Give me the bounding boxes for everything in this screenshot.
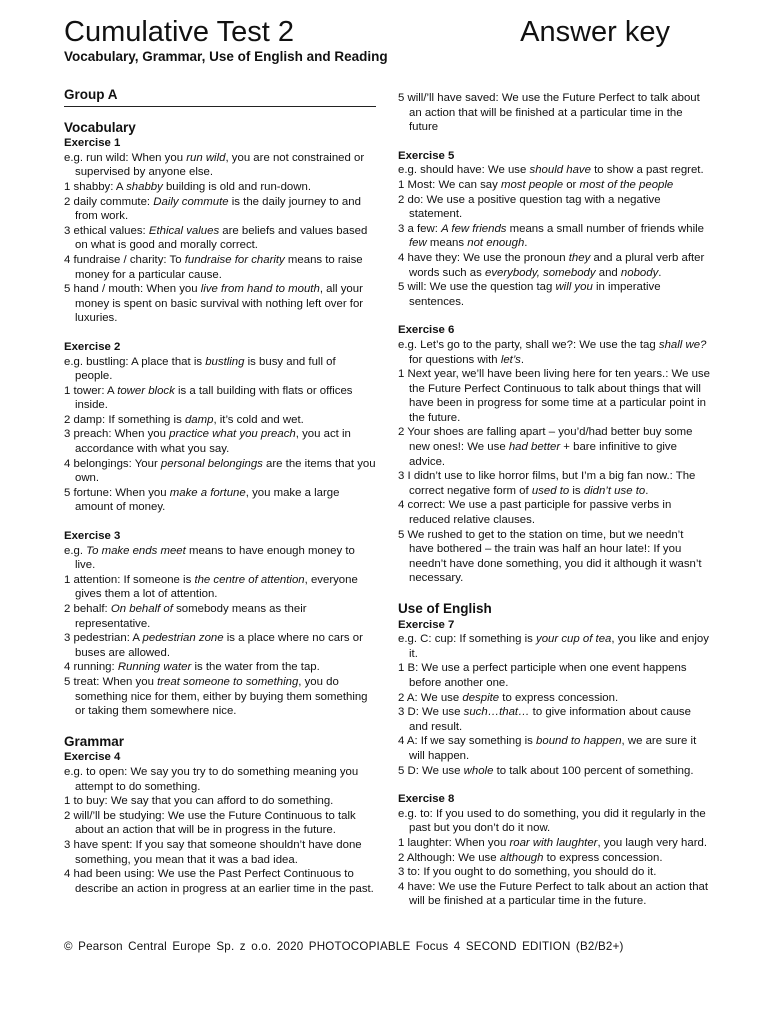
- answer-emphasis: Daily commute: [153, 195, 229, 208]
- answer-emphasis: roar with laughter: [509, 836, 598, 849]
- exercise-2-label: Exercise 2: [64, 340, 121, 353]
- answer-text: , you make a large amount of money.: [75, 486, 340, 514]
- answer-text: .: [658, 266, 662, 279]
- answer-text: or: [563, 178, 580, 191]
- answer-text: 4 correct: We use a past participle for passive verbs in reduced relative clauses.: [398, 499, 672, 527]
- answer-item: [398, 469, 710, 498]
- answer-text: 3 a few:: [398, 222, 442, 235]
- answer-text: 3 have spent: If you say that someone shouldn’t have done something, you mean that it was a bad idea.: [64, 838, 362, 866]
- answer-text: 4 fundraise / charity: To: [64, 253, 185, 266]
- answer-emphasis: nobody: [620, 266, 659, 279]
- answer-text: somebody means as their representative.: [75, 603, 307, 630]
- answer-text: 5 hand / mouth: When you: [64, 283, 201, 296]
- answer-text: 1 tower: A: [64, 384, 118, 397]
- answer-emphasis: most of the people: [579, 178, 674, 191]
- answer-emphasis: used to: [531, 484, 570, 497]
- answer-text: 5 treat: When you: [64, 675, 158, 688]
- answer-emphasis: didn’t use to: [583, 484, 646, 497]
- answer-emphasis: fundraise for charity: [184, 253, 285, 266]
- answer-emphasis: On behalf of: [110, 603, 173, 615]
- answer-item: [398, 193, 710, 222]
- answer-item: [398, 280, 710, 309]
- answer-emphasis: had better: [508, 441, 561, 454]
- exercise-2-list: [64, 355, 376, 516]
- answer-item: [64, 660, 376, 675]
- answer-emphasis: Running water: [117, 661, 192, 674]
- answer-key-label: Answer key: [520, 16, 670, 48]
- answer-item: [64, 282, 376, 326]
- answer-item: [64, 544, 376, 573]
- exercise-3-list: [64, 544, 376, 719]
- answer-text: means a small number of friends while: [506, 222, 705, 235]
- exercise-6-list: [398, 338, 710, 586]
- right-column: [398, 91, 710, 909]
- answer-emphasis: such…that…: [463, 706, 530, 719]
- answer-item: [64, 675, 376, 719]
- answer-emphasis: few: [409, 237, 427, 250]
- answer-text: is a place where no cars or buses are allowed.: [75, 632, 363, 659]
- answer-emphasis: despite: [462, 691, 500, 704]
- answer-text: , everyone gives them a lot of attention.: [75, 573, 358, 601]
- answer-emphasis: whole: [463, 764, 494, 777]
- answer-text: 5 D: We use: [398, 764, 464, 777]
- answer-text: e.g. should have: We use: [398, 164, 530, 177]
- answer-text: 4 have: We use the Future Perfect to talk about an action that will be finished at a particular time in the future.: [398, 880, 709, 908]
- answer-text: is: [569, 484, 584, 497]
- answer-item: [398, 251, 710, 280]
- answer-text: 3 pedestrian: A: [64, 632, 143, 645]
- answer-text: to give information about cause and result.: [409, 706, 691, 733]
- answer-text: 5 will/’ll have saved: We use the Future Perfect to talk about an action that will be finished at a particular time in the future: [398, 92, 700, 134]
- vocabulary-heading: Vocabulary: [64, 119, 136, 135]
- answer-text: e.g. bustling: A place that is: [64, 355, 206, 368]
- answer-text: in imperative sentences.: [409, 281, 661, 308]
- exercise-4-label: Exercise 4: [64, 751, 121, 764]
- answer-text: 1 laughter: When you: [398, 836, 510, 849]
- answer-emphasis: personal belongings: [160, 457, 263, 470]
- answer-text: 2 do: We use a positive question tag with a negative statement.: [398, 193, 661, 221]
- answer-item: [64, 151, 376, 180]
- answer-emphasis: A few friends: [441, 222, 507, 235]
- answer-item: [398, 222, 710, 251]
- answer-item: [64, 384, 376, 413]
- answer-text: , all your money is spent on basic survival with nothing left over for luxuries.: [75, 283, 364, 325]
- answer-item: [64, 838, 376, 867]
- answer-text: 2 daily commute:: [64, 195, 154, 208]
- answer-text: 2 behalf:: [64, 603, 111, 615]
- answer-text: 3 to: If you ought to do something, you should do it.: [398, 866, 657, 879]
- use-of-english-heading: Use of English: [398, 601, 492, 616]
- answer-text: to express concession.: [499, 691, 619, 704]
- answer-emphasis: everybody, somebody: [484, 266, 596, 279]
- answer-text: to talk about 100 percent of something.: [493, 764, 694, 777]
- answer-item: [398, 734, 710, 763]
- answer-text: e.g. to: If you used to do something, you did it regularly in the past but you don’t do it now.: [398, 807, 706, 835]
- answer-emphasis: damp: [184, 413, 214, 426]
- answer-text: , you do something nice for them, either by buying them something or taking them somewhere nice.: [75, 675, 368, 718]
- answer-item: [398, 338, 710, 367]
- answer-item: [64, 867, 376, 896]
- answer-item: [64, 602, 376, 631]
- footer-copyright: © Pearson Central Europe Sp. z o.o. 2020 PHOTOCOPIABLE Focus 4 SECOND EDITION (B2/B2+): [64, 940, 624, 953]
- answer-item: [64, 486, 376, 515]
- answer-text: e.g. C: cup: If something is: [398, 633, 537, 646]
- exercise-5-list: [398, 163, 710, 309]
- answer-item: [398, 163, 710, 178]
- answer-text: , we are sure it will happen.: [409, 735, 697, 762]
- answer-text: .: [520, 353, 525, 366]
- answer-text: 2 damp: If something is: [64, 413, 185, 426]
- answer-text: building is old and run-down.: [162, 180, 311, 193]
- answer-text: 5 We rushed to get to the station on time, but we needn’t have bothered – the train was half an hour late!: If you needn’t have done something, you did it although it wasn’t necessary.: [398, 528, 702, 585]
- answer-emphasis: let’s: [500, 353, 521, 366]
- exercise-7-list: [398, 632, 710, 778]
- exercise-5-label: Exercise 5: [398, 149, 455, 162]
- answer-text: is a tall building with flats or offices inside.: [75, 384, 353, 412]
- answer-item: [398, 807, 710, 836]
- answer-text: 3 ethical values:: [64, 224, 149, 237]
- answer-text: , you like and enjoy it.: [409, 633, 709, 660]
- answer-text: is the daily journey to and from work.: [75, 195, 361, 223]
- answer-emphasis: tower block: [117, 384, 175, 397]
- answer-text: and: [595, 266, 621, 279]
- answer-item: [64, 809, 376, 838]
- answer-item: [398, 91, 710, 135]
- answer-emphasis: run wild: [186, 151, 226, 164]
- answer-text: .: [524, 237, 528, 250]
- exercise-3-label: Exercise 3: [64, 530, 121, 543]
- answer-item: [398, 367, 710, 425]
- answer-emphasis: Ethical values: [148, 224, 220, 237]
- answer-item: [398, 425, 710, 469]
- answer-item: [398, 865, 710, 880]
- answer-item: [64, 195, 376, 224]
- exercise-1-list: [64, 151, 376, 326]
- answer-text: and a plural verb after words such as: [409, 251, 705, 279]
- answer-item: [398, 632, 710, 661]
- answer-text: 3 I didn’t use to like horror films, but I’m a big fan now.: The correct negative form of: [398, 470, 696, 497]
- answer-text: .: [645, 484, 649, 497]
- answer-text: , you laugh very hard.: [597, 836, 708, 849]
- answer-emphasis: live from hand to mouth: [200, 283, 320, 296]
- answer-text: e.g. Let’s go to the party, shall we?: We use the tag: [398, 338, 659, 351]
- grammar-heading: Grammar: [64, 733, 125, 749]
- answer-item: [64, 573, 376, 602]
- answer-emphasis: To make ends meet: [86, 544, 186, 557]
- exercise-8-label: Exercise 8: [398, 793, 455, 806]
- answer-item: [398, 705, 710, 734]
- answer-item: [398, 691, 710, 706]
- answer-emphasis: bound to happen: [536, 735, 622, 748]
- answer-item: [64, 355, 376, 384]
- answer-text: 1 attention: If someone is: [64, 573, 195, 586]
- answer-item: [64, 457, 376, 486]
- answer-text: 4 have they: We use the pronoun: [398, 251, 569, 264]
- answer-item: [64, 427, 376, 456]
- answer-text: 1 Next year, we’ll have been living here for ten years.: We use the Future Perfect Continuous to talk about things that will have been in progress for some time at a particular point in the future.: [398, 368, 710, 424]
- answer-item: [64, 413, 376, 428]
- page-subtitle: Vocabulary, Grammar, Use of English and Reading: [64, 49, 388, 64]
- answer-text: is busy and full of people.: [75, 355, 336, 383]
- answer-emphasis: not enough: [467, 237, 525, 250]
- answer-text: 5 fortune: When you: [64, 486, 170, 499]
- answer-emphasis: make a fortune: [169, 486, 246, 499]
- group-heading: Group A: [64, 88, 376, 107]
- answer-text: 1 shabby: A: [64, 180, 127, 193]
- answer-item: [64, 180, 376, 195]
- answer-item: [398, 764, 710, 779]
- answer-text: 1 Most: We can say: [398, 178, 501, 191]
- answer-emphasis: they: [568, 251, 591, 264]
- answer-text: are the items that you own.: [75, 457, 376, 485]
- answer-item: [398, 661, 710, 690]
- answer-emphasis: the centre of attention: [194, 573, 305, 586]
- answer-emphasis: bustling: [205, 355, 245, 368]
- answer-text: to show a past regret.: [590, 164, 704, 177]
- answer-emphasis: most people: [500, 178, 564, 191]
- answer-text: 3 D: We use: [398, 706, 464, 719]
- answer-item: [398, 178, 710, 193]
- answer-text: e.g. to open: We say you try to do something meaning you attempt to do something.: [64, 765, 359, 793]
- answer-emphasis: practice what you preach: [169, 428, 296, 441]
- answer-item: [64, 224, 376, 253]
- answer-text: 2 A: We use: [398, 691, 463, 704]
- page-title: Cumulative Test 2: [64, 16, 294, 48]
- answer-text: , it’s cold and wet.: [213, 413, 304, 426]
- answer-text: means to raise money for a particular cause.: [75, 253, 363, 281]
- answer-text: 4 A: If we say something is: [398, 735, 537, 748]
- answer-text: e.g. run wild: When you: [64, 151, 187, 164]
- answer-emphasis: shall we?: [658, 338, 707, 351]
- exercise-7-label: Exercise 7: [398, 618, 455, 631]
- answer-text: 2 will/’ll be studying: We use the Future Continuous to talk about an action that will be in progress in the future.: [64, 809, 356, 837]
- answer-item: [64, 794, 376, 809]
- answer-text: 2 Although: We use: [398, 851, 500, 864]
- answer-text: , you act in accordance with what you say.: [75, 428, 351, 456]
- answer-text: means to have enough money to live.: [75, 544, 355, 572]
- answer-text: are beliefs and values based on what is good and morally correct.: [75, 224, 368, 252]
- answer-emphasis: treat someone to something: [157, 675, 299, 688]
- answer-emphasis: pedestrian zone: [142, 632, 224, 645]
- answer-text: for questions with: [409, 353, 501, 366]
- answer-text: means: [426, 237, 468, 250]
- exercise-1-label: Exercise 1: [64, 137, 121, 150]
- answer-text: 2 Your shoes are falling apart – you’d/had better buy some new ones!: We use: [398, 426, 693, 454]
- answer-item: [64, 765, 376, 794]
- answer-text: 4 running:: [64, 661, 118, 674]
- exercise-8-list: [398, 807, 710, 909]
- answer-text: e.g.: [64, 544, 87, 557]
- answer-emphasis: although: [499, 851, 544, 864]
- answer-emphasis: your cup of tea: [536, 633, 612, 646]
- answer-emphasis: shabby: [126, 180, 163, 193]
- left-column: [64, 88, 376, 896]
- answer-text: 4 belongings: Your: [64, 457, 161, 470]
- exercise-6-label: Exercise 6: [398, 324, 455, 337]
- answer-item: [398, 528, 710, 586]
- exercise-4-list: [64, 765, 376, 896]
- answer-emphasis: will you: [555, 281, 593, 294]
- answer-text: 3 preach: When you: [64, 428, 170, 441]
- answer-item: [398, 880, 710, 909]
- answer-text: is the water from the tap.: [191, 661, 320, 674]
- answer-emphasis: should have: [529, 164, 591, 177]
- answer-text: , you are not constrained or supervised by anyone else.: [75, 151, 365, 179]
- answer-item: [398, 851, 710, 866]
- answer-item: [64, 253, 376, 282]
- answer-item: [398, 498, 710, 527]
- answer-item: [398, 836, 710, 851]
- answer-text: 1 B: We use a perfect participle when one event happens before another one.: [398, 662, 687, 689]
- answer-text: 1 to buy: We say that you can afford to do something.: [64, 795, 334, 808]
- answer-text: 5 will: We use the question tag: [398, 281, 556, 294]
- answer-text: + bare infinitive to give advice.: [409, 441, 677, 468]
- exercise-4-continued-list: [398, 91, 710, 135]
- answer-text: 4 had been using: We use the Past Perfect Continuous to describe an action in progress at an earlier time in the past.: [64, 868, 374, 895]
- answer-item: [64, 631, 376, 660]
- answer-text: to express concession.: [543, 851, 663, 864]
